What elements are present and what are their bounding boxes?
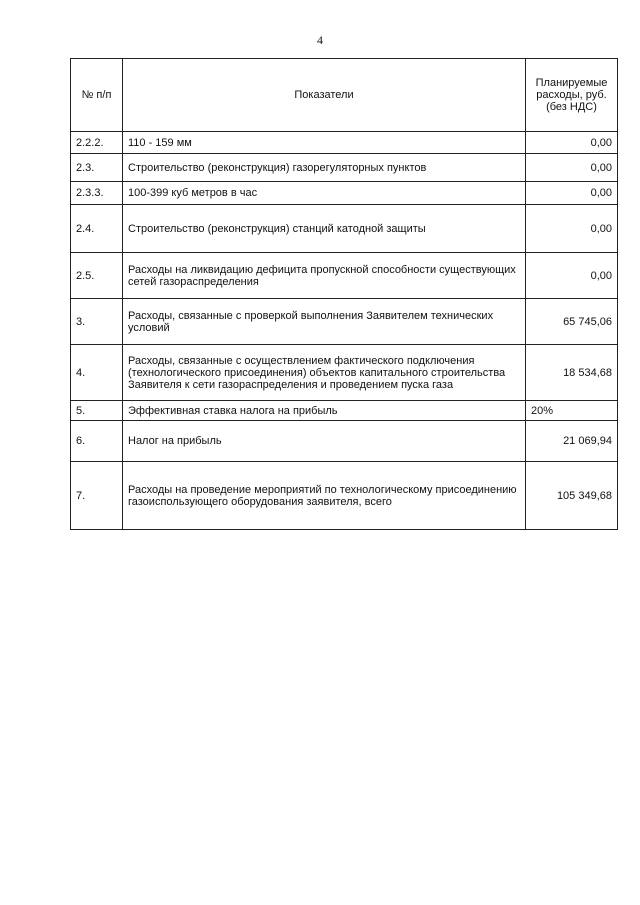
row-indicator: Налог на прибыль [123,421,526,462]
row-number: 2.3. [71,154,123,182]
page-number: 4 [317,33,323,47]
row-value: 0,00 [526,132,618,154]
table-row [71,299,618,345]
row-number: 4. [71,345,123,401]
table-row [71,154,618,182]
row-value: 0,00 [526,154,618,182]
row-number: 2.2.2. [71,132,123,154]
row-value: 0,00 [526,205,618,253]
row-value: 21 069,94 [526,421,618,462]
row-value: 18 534,68 [526,345,618,401]
row-indicator: Расходы, связанные с осуществлением фактического подключения (технологического присоединения) объектов капитального строительства Заявителя к сети газораспределения и проведением пуска газа [123,345,526,401]
row-indicator: Расходы, связанные с проверкой выполнения Заявителем технических условий [123,299,526,345]
row-value: 20% [526,401,618,421]
row-number: 3. [71,299,123,345]
row-value: 65 745,06 [526,299,618,345]
row-indicator: Расходы на ликвидацию дефицита пропускной способности существующих сетей газораспределения [123,253,526,299]
header-indicator: Показатели [123,59,526,132]
row-value: 0,00 [526,182,618,205]
table-row [71,345,618,401]
table-row [71,401,618,421]
cost-table [70,58,618,530]
header-planned-costs: Планируемые расходы, руб. (без НДС) [526,59,618,132]
row-number: 2.4. [71,205,123,253]
table-row [71,253,618,299]
table-row [71,205,618,253]
table-header-row [71,59,618,132]
row-number: 2.3.3. [71,182,123,205]
row-indicator: Строительство (реконструкция) станций катодной защиты [123,205,526,253]
row-number: 7. [71,462,123,530]
row-number: 6. [71,421,123,462]
row-indicator: Расходы на проведение мероприятий по технологическому присоединению газоиспользующего оборудования заявителя, всего [123,462,526,530]
row-number: 5. [71,401,123,421]
row-number: 2.5. [71,253,123,299]
row-indicator: 110 - 159 мм [123,132,526,154]
table-row [71,182,618,205]
row-value: 0,00 [526,253,618,299]
table-row [71,132,618,154]
row-indicator: Строительство (реконструкция) газорегуляторных пунктов [123,154,526,182]
row-indicator: Эффективная ставка налога на прибыль [123,401,526,421]
row-value: 105 349,68 [526,462,618,530]
row-indicator: 100-399 куб метров в час [123,182,526,205]
header-number: № п/п [71,59,123,132]
table-row [71,421,618,462]
table-row [71,462,618,530]
